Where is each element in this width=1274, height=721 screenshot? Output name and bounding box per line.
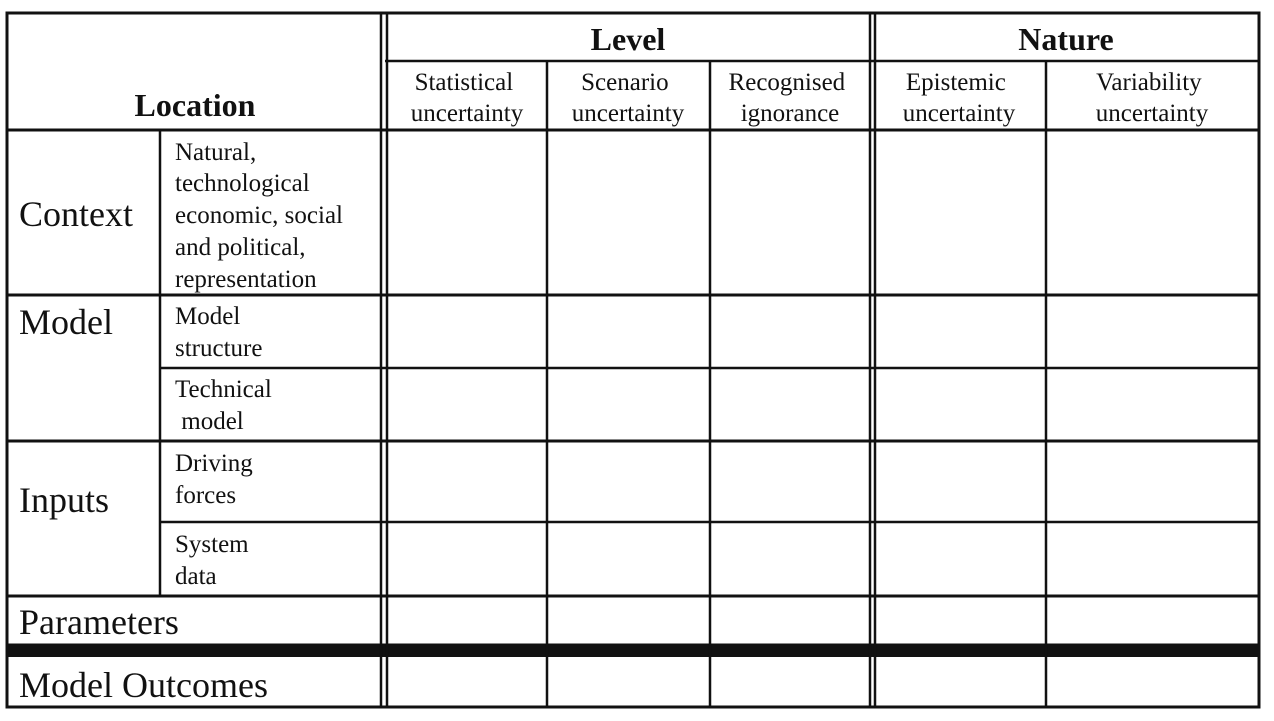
col-epistemic-uncertainty: Epistemic uncertainty <box>902 69 1016 127</box>
col-recognised-ignorance: Recognised ignorance <box>728 69 846 127</box>
thick-separator <box>7 646 1259 657</box>
col-statistical-uncertainty: Statistical uncertainty <box>410 69 524 127</box>
row-label-model: Model <box>19 302 113 342</box>
location-header: Location <box>134 87 256 123</box>
sublabel-system-data: System data <box>175 531 249 590</box>
level-header: Level <box>590 21 666 57</box>
row-label-inputs: Inputs <box>19 480 109 520</box>
sublabel-driving-forces: Driving forces <box>175 450 253 509</box>
row-label-parameters: Parameters <box>19 602 179 642</box>
col-scenario-uncertainty: Scenario uncertainty <box>571 69 685 127</box>
sublabel-technical-model: Technical model <box>175 376 272 435</box>
col-variability-uncertainty: Variability uncertainty <box>1095 69 1209 127</box>
nature-header: Nature <box>1018 21 1114 57</box>
sublabel-context: Natural, technological economic, social and political, representation <box>175 139 343 293</box>
row-label-context: Context <box>19 194 133 234</box>
sublabel-model-structure: Model structure <box>175 303 263 362</box>
row-label-model-outcomes: Model Outcomes <box>19 665 268 705</box>
